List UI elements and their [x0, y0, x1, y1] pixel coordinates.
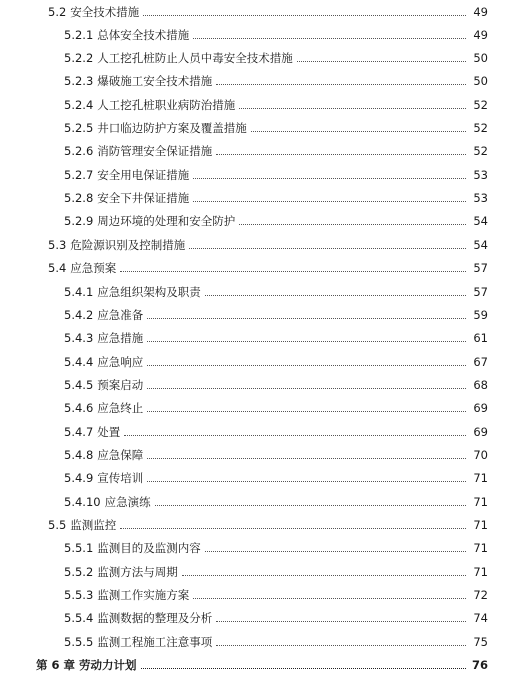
- toc-entry[interactable]: [64, 423, 488, 441]
- toc-entry-page: 71: [473, 541, 488, 555]
- toc-entry-title: 消防管理安全保证措施: [97, 144, 213, 158]
- toc-entry-number: 5.5: [48, 518, 67, 532]
- toc-entry-page: 71: [473, 565, 488, 579]
- dot-leader: [182, 574, 466, 576]
- toc-entry[interactable]: [64, 353, 488, 371]
- toc-entry[interactable]: [64, 49, 488, 67]
- toc-entry-title: 总体安全技术措施: [97, 28, 190, 42]
- toc-entry-page: 54: [473, 238, 488, 252]
- toc-entry[interactable]: [64, 142, 488, 160]
- toc-entry-title: 应急措施: [97, 331, 144, 345]
- toc-entry[interactable]: [48, 516, 488, 534]
- toc-entry[interactable]: [64, 166, 488, 184]
- toc-entry-page: 59: [473, 308, 488, 322]
- dot-leader: [216, 644, 466, 646]
- toc-entry-number: 5.2.5: [64, 121, 94, 135]
- toc-entry-page: 67: [473, 355, 488, 369]
- toc-entry-title: 监测数据的整理及分析: [97, 611, 213, 625]
- dot-leader: [193, 37, 466, 39]
- toc-entry-title: 人工挖孔桩职业病防治措施: [97, 98, 236, 112]
- toc-entry-title: 应急终止: [97, 401, 144, 415]
- toc-entry-number: 5.4.7: [64, 425, 94, 439]
- toc-entry-number: 5.4.5: [64, 378, 94, 392]
- dot-leader: [147, 317, 466, 319]
- dot-leader: [147, 410, 466, 412]
- dot-leader: [239, 107, 466, 109]
- toc-entry[interactable]: [64, 119, 488, 137]
- toc-entry-page: 68: [473, 378, 488, 392]
- toc-entry[interactable]: [64, 609, 488, 627]
- dot-leader: [155, 504, 466, 506]
- toc-entry-page: 49: [473, 28, 488, 42]
- dot-leader: [147, 480, 466, 482]
- dot-leader: [147, 387, 466, 389]
- toc-entry-number: 5.4.2: [64, 308, 94, 322]
- dot-leader: [205, 294, 466, 296]
- toc-entry[interactable]: [64, 306, 488, 324]
- toc-entry-number: 5.4.3: [64, 331, 94, 345]
- toc-entry-number: 5.2: [48, 5, 67, 19]
- toc-entry-number: 5.2.1: [64, 28, 94, 42]
- dot-leader: [143, 14, 466, 16]
- dot-leader: [147, 457, 466, 459]
- toc-entry-number: 5.3: [48, 238, 67, 252]
- dot-leader: [124, 434, 466, 436]
- dot-leader: [239, 223, 466, 225]
- toc-entry-page: 71: [473, 471, 488, 485]
- toc-entry-page: 52: [473, 121, 488, 135]
- toc-entry-title: 监测监控: [70, 518, 117, 532]
- toc-entry-number: 5.2.8: [64, 191, 94, 205]
- toc-entry-number: 5.4: [48, 261, 67, 275]
- toc-entry[interactable]: [48, 3, 488, 21]
- toc-entry[interactable]: [64, 446, 488, 464]
- toc-entry-title: 应急演练: [104, 495, 151, 509]
- dot-leader: [216, 620, 466, 622]
- toc-entry-title: 安全技术措施: [70, 5, 140, 19]
- toc-entry[interactable]: [64, 283, 488, 301]
- toc-entry-title: 应急保障: [97, 448, 144, 462]
- dot-leader: [141, 667, 466, 669]
- toc-entry-title: 宣传培训: [97, 471, 144, 485]
- toc-entry-number: 5.2.4: [64, 98, 94, 112]
- toc-entry-page: 57: [473, 285, 488, 299]
- toc-entry-number: 5.2.2: [64, 51, 94, 65]
- toc-entry-number: 5.2.9: [64, 214, 94, 228]
- toc-entry-page: 69: [473, 401, 488, 415]
- dot-leader: [251, 130, 466, 132]
- toc-entry-number: 5.4.4: [64, 355, 94, 369]
- toc-entry[interactable]: [48, 236, 488, 254]
- toc-entry-title: 应急预案: [70, 261, 117, 275]
- toc-entry[interactable]: [48, 259, 488, 277]
- toc-entry-page: 69: [473, 425, 488, 439]
- toc-entry-page: 53: [473, 168, 488, 182]
- dot-leader: [147, 364, 466, 366]
- toc-entry-title: 安全用电保证措施: [97, 168, 190, 182]
- toc-entry-title: 人工挖孔桩防止人员中毒安全技术措施: [97, 51, 293, 65]
- toc-entry-title: 监测目的及监测内容: [97, 541, 201, 555]
- toc-entry-number: 5.4.8: [64, 448, 94, 462]
- toc-entry-number: 5.5.4: [64, 611, 94, 625]
- toc-entry[interactable]: [64, 563, 488, 581]
- toc-entry-title: 危险源识别及控制措施: [70, 238, 186, 252]
- toc-entry-number: 5.5.5: [64, 635, 94, 649]
- toc-entry-page: 57: [473, 261, 488, 275]
- toc-entry-page: 70: [473, 448, 488, 462]
- dot-leader: [216, 153, 466, 155]
- toc-entry[interactable]: [64, 539, 488, 557]
- toc-entry-page: 53: [473, 191, 488, 205]
- toc-entry-title: 监测工程施工注意事项: [97, 635, 213, 649]
- toc-entry-page: 50: [473, 74, 488, 88]
- toc-entry-page: 74: [473, 611, 488, 625]
- toc-entry-title: 处置: [97, 425, 121, 439]
- toc-entry-page: 49: [473, 5, 488, 19]
- toc-entry-page: 71: [473, 518, 488, 532]
- toc-entry-number: 5.5.3: [64, 588, 94, 602]
- toc-entry-chapter[interactable]: [36, 656, 488, 674]
- toc-entry-title: 周边环境的处理和安全防护: [97, 214, 236, 228]
- dot-leader: [120, 270, 466, 272]
- dot-leader: [193, 597, 466, 599]
- toc-entry-number: 5.5.1: [64, 541, 94, 555]
- toc-entry-title: 爆破施工安全技术措施: [97, 74, 213, 88]
- toc-entry-page: 52: [473, 144, 488, 158]
- toc-entry-title: 监测方法与周期: [97, 565, 178, 579]
- dot-leader: [193, 177, 466, 179]
- toc-entry-page: 72: [473, 588, 488, 602]
- dot-leader: [120, 527, 466, 529]
- dot-leader: [205, 550, 466, 552]
- toc-entry[interactable]: [64, 329, 488, 347]
- toc-entry-page: 75: [473, 635, 488, 649]
- toc-entry-number: 5.5.2: [64, 565, 94, 579]
- toc-entry-page: 71: [473, 495, 488, 509]
- toc-entry-title: 劳动力计划: [79, 658, 137, 672]
- toc-entry[interactable]: [64, 376, 488, 394]
- toc-entry-number: 5.4.10: [64, 495, 101, 509]
- toc-entry-title: 安全下井保证措施: [97, 191, 190, 205]
- toc-entry-number: 5.4.9: [64, 471, 94, 485]
- dot-leader: [216, 83, 466, 85]
- toc-entry[interactable]: [64, 189, 488, 207]
- toc-entry[interactable]: [64, 399, 488, 417]
- toc-entry-page: 52: [473, 98, 488, 112]
- dot-leader: [189, 247, 466, 249]
- toc-entry-number: 5.2.6: [64, 144, 94, 158]
- toc-entry[interactable]: [64, 586, 488, 604]
- toc-entry-number: 5.4.1: [64, 285, 94, 299]
- toc-entry[interactable]: [64, 633, 488, 651]
- toc-entry-title: 监测工作实施方案: [97, 588, 190, 602]
- toc-entry-title: 井口临边防护方案及覆盖措施: [97, 121, 247, 135]
- toc-entry[interactable]: [64, 493, 488, 511]
- dot-leader: [147, 340, 466, 342]
- toc-entry[interactable]: [64, 26, 488, 44]
- toc-entry-page: 50: [473, 51, 488, 65]
- toc-entry-number: 5.4.6: [64, 401, 94, 415]
- toc-entry[interactable]: [64, 212, 488, 230]
- dot-leader: [297, 60, 466, 62]
- toc-entry[interactable]: [64, 469, 488, 487]
- toc-entry-number: 5.2.3: [64, 74, 94, 88]
- toc-entry[interactable]: [64, 96, 488, 114]
- toc-entry-title: 应急准备: [97, 308, 144, 322]
- toc-entry-title: 预案启动: [97, 378, 144, 392]
- toc-entry-page: 54: [473, 214, 488, 228]
- dot-leader: [193, 200, 466, 202]
- toc-entry-page: 76: [471, 658, 488, 672]
- toc-entry-title: 应急响应: [97, 355, 144, 369]
- toc-entry[interactable]: [64, 72, 488, 90]
- toc-entry-title: 应急组织架构及职责: [97, 285, 201, 299]
- toc-entry-page: 61: [473, 331, 488, 345]
- toc-entry-number: 第 6 章: [36, 658, 76, 672]
- toc-entry-number: 5.2.7: [64, 168, 94, 182]
